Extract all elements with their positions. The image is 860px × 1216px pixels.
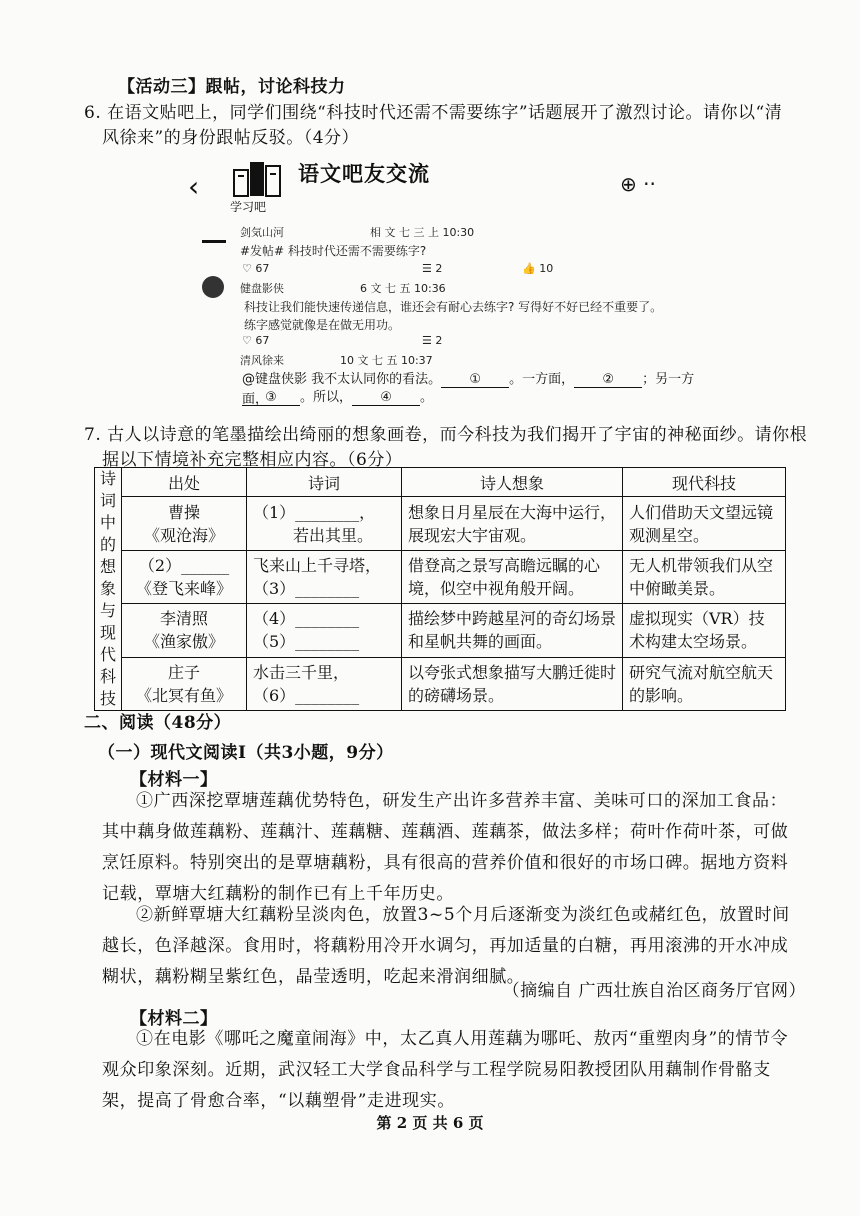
post2-comment-count[interactable]: ☰ 2 — [422, 334, 443, 347]
source-title: 《观沧海》 — [143, 525, 224, 545]
blank-3[interactable]: ③ — [242, 390, 300, 406]
table-side-label — [95, 468, 122, 711]
post1-user: 剑気山河 — [240, 226, 284, 239]
logo-label: 学习吧 — [230, 200, 267, 214]
source-cell — [122, 497, 247, 550]
table-header-row — [95, 468, 786, 497]
section-heading: 二、阅读（48分） — [84, 713, 232, 733]
page-footer: 第 2 页 共 6 页 — [376, 1114, 484, 1132]
technology-cell: 研究气流对航空航天的影响。 — [623, 657, 786, 710]
post3-user: 清风徐来 — [240, 354, 284, 367]
material1-paragraph-2: ②新鲜覃塘大红藕粉呈淡肉色，放置3~5个月后逐渐变为淡红色或赭红色，放置时间越长，色泽越深。食用时，将藕粉用冷开水调匀，再加适量的白糖，再用滚沸的开水冲成糊状，藕粉糊呈紫红色，晶莹透明，吃起来滑润细腻。 — [102, 905, 790, 987]
header-imagination: 诗人想象 — [402, 468, 623, 497]
table-row — [95, 604, 786, 657]
imagination-cell: 描绘梦中跨越星河的奇幻场景和星帆共舞的画面。 — [402, 604, 623, 657]
imagination-cell: 借登高之景写高瞻远瞩的心境，似空中视角般开阔。 — [402, 550, 623, 603]
q7-line1: 7. 古人以诗意的笔墨描绘出绮丽的想象画卷，而今科技为我们揭开了宇宙的神秘面纱。请你根 — [84, 425, 808, 445]
side-label-text: 诗词中的想象与现代科技 — [99, 469, 116, 708]
post2-time: 6 文 七 五 10:36 — [360, 282, 446, 295]
post1-text: #发帖# 科技时代还需不需要练字? — [240, 244, 427, 258]
reply-text-b: 。一方面， — [509, 372, 575, 387]
material1-paragraph-1: ①广西深挖覃塘莲藕优势特色，研发生产出许多营养丰富、美味可口的深加工食品：其中藕身做莲藕粉、莲藕汁、莲藕糖、莲藕酒、莲藕茶，做法多样；荷叶作荷叶茶，可做烹饪原料。特别突出的是覃塘藕粉，具有很高的营养价值和很好的市场口碑。据地方资料记载，覃塘大红藕粉的制作已有上千年历史。 — [102, 791, 789, 904]
poem-cell[interactable] — [247, 497, 402, 550]
material2-heading: 【材料二】 — [130, 1009, 218, 1029]
post1-comment-count[interactable]: ☰ 2 — [422, 262, 443, 275]
post2-user: 健盘影侠 — [240, 282, 284, 295]
activity-tag: 【活动三】 — [118, 77, 206, 97]
source-cell — [122, 604, 247, 657]
technology-cell: 无人机带领我们从空中俯瞰美景。 — [623, 550, 786, 603]
blank-1[interactable]: ① — [441, 372, 509, 388]
poem-line[interactable]: （4）________ — [253, 609, 360, 629]
more-icon[interactable]: ⊕ ·· — [620, 172, 656, 196]
blank-4[interactable]: ④ — [352, 390, 420, 406]
q6-line1: 6. 在语文贴吧上，同学们围绕“科技时代还需不需要练字”话题展开了激烈讨论。请你以“清 — [84, 103, 783, 123]
avatar — [202, 234, 226, 243]
header-poem: 诗词 — [247, 468, 402, 497]
q6-line2: 风徐来”的身份跟帖反驳。（4分） — [102, 128, 360, 148]
poem-line: 若出其里。 — [293, 525, 374, 545]
forum-screenshot — [180, 150, 700, 407]
table-row — [95, 550, 786, 603]
post3-time: 10 文 七 五 10:37 — [340, 354, 433, 367]
source-cell[interactable] — [122, 550, 247, 603]
poem-cell[interactable] — [247, 657, 402, 710]
technology-cell: 虚拟现实（VR）技术构建太空场景。 — [623, 604, 786, 657]
poem-line[interactable]: （5）________ — [253, 632, 360, 652]
table-row — [95, 497, 786, 550]
imagination-cell: 想象日月星辰在大海中运行，展现宏大宇宙观。 — [402, 497, 623, 550]
source-author: 曹操 — [167, 502, 200, 522]
post1-like-count[interactable]: ♡ 67 — [242, 262, 270, 275]
blank-2[interactable]: ② — [574, 372, 642, 388]
poem-line[interactable]: （3）________ — [253, 578, 360, 598]
poem-line: 水击三千里， — [253, 662, 350, 682]
material2-paragraph-1: ①在电影《哪吒之魔童闹海》中，太乙真人用莲藕为哪吒、敖丙“重塑肉身”的情节令观众印象深刻。近期，武汉轻工大学食品科学与工程学院易阳教授团队用藕制作骨骼支架，提高了骨愈合率，“以藕塑骨”走进现实。 — [102, 1029, 789, 1111]
back-icon[interactable]: ‹ — [188, 170, 200, 203]
q7-line2: 据以下情境补充完整相应内容。（6分） — [102, 450, 403, 470]
source-title: 《渔家傲》 — [143, 632, 224, 652]
post1-time: 相 文 七 三 上 10:30 — [370, 226, 475, 239]
poem-cell[interactable] — [247, 604, 402, 657]
source-cell — [122, 657, 247, 710]
activity-text: 跟帖，讨论科技力 — [205, 77, 346, 97]
header-technology: 现代科技 — [623, 468, 786, 497]
avatar — [202, 276, 224, 298]
post1-thumb-count[interactable]: 👍 10 — [522, 262, 554, 275]
reply-text-c: ；另一方面， — [242, 372, 695, 407]
material1-heading: 【材料一】 — [130, 770, 218, 790]
source-author: 李清照 — [159, 609, 208, 629]
table-row — [95, 657, 786, 710]
material1-source: （摘编自 广西壮族自治区商务厅官网） — [502, 981, 806, 1001]
reply-text-d: 。所以， — [300, 390, 353, 405]
poem-cell[interactable] — [247, 550, 402, 603]
poem-line[interactable]: （6）________ — [253, 685, 360, 705]
post2-like-count[interactable]: ♡ 67 — [242, 334, 270, 347]
source-title: 《登飞来峰》 — [135, 578, 232, 598]
poetry-technology-table — [94, 467, 786, 711]
forum-title: 语文吧友交流 — [298, 161, 430, 186]
header-source: 出处 — [122, 468, 247, 497]
imagination-cell: 以夸张式想象描写大鹏迁徙时的磅礴场景。 — [402, 657, 623, 710]
activity-heading — [118, 72, 346, 97]
technology-cell: 人们借助天文望远镜观测星空。 — [623, 497, 786, 550]
poem-line[interactable]: （1）________， — [253, 502, 376, 522]
poem-line: 飞来山上千寻塔， — [253, 555, 382, 575]
post2-text-2: 练字感觉就像是在做无用功。 — [244, 318, 401, 332]
source-author[interactable]: （2）______ — [138, 555, 230, 575]
reply-text-a: @键盘侠影 我不太认同你的看法。 — [242, 372, 442, 387]
source-author: 庄子 — [167, 662, 200, 682]
reply-line-2: ③ 。所以， ④ 。 — [242, 386, 433, 406]
subsection-heading: （一）现代文阅读Ⅰ（共3小题，9分） — [98, 743, 394, 763]
post2-text-1: 科技让我们能快速传递信息，谁还会有耐心去练字? 写得好不好已经不重要了。 — [244, 300, 663, 314]
source-title: 《北冥有鱼》 — [135, 685, 232, 705]
